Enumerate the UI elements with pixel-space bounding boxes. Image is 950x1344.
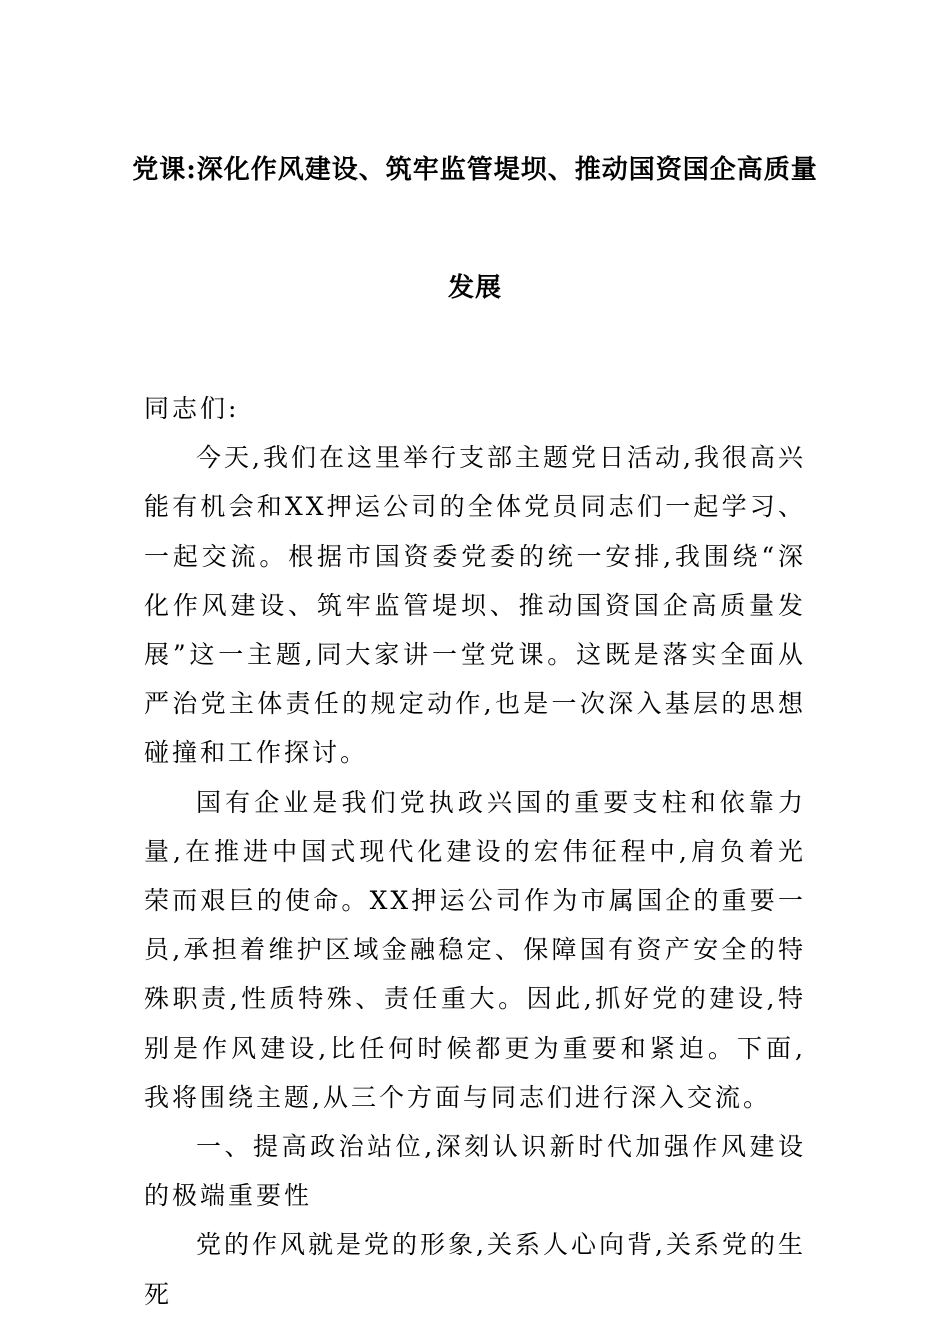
document-body <box>144 384 806 1319</box>
paragraph-intro: 今天,我们在这里举行支部主题党日活动,我很高兴能有机会和XX押运公司的全体党员同志们一起学习、一起交流。根据市国资委党委的统一安排,我围绕“深化作风建设、筑牢监管堤坝、推动国资国企高质量发展”这一主题,同大家讲一堂党课。这既是落实全面从严治党主体责任的规定动作,也是一次深入基层的思想碰撞和工作探讨。 <box>144 443 806 768</box>
salutation: 同志们: <box>144 394 240 423</box>
section-heading-1: 一、提高政治站位,深刻认识新时代加强作风建设的极端重要性 <box>144 1132 806 1211</box>
document-title-line-2: 发展 <box>447 273 502 303</box>
paragraph-section-1: 党的作风就是党的形象,关系人心向背,关系党的生死 <box>144 1230 806 1309</box>
document-title-line-1: 党课:深化作风建设、筑牢监管堤坝、推动国资国企高质量 <box>132 155 818 185</box>
paragraph-context: 国有企业是我们党执政兴国的重要支柱和依靠力量,在推进中国式现代化建设的宏伟征程中,肩负着光荣而艰巨的使命。XX押运公司作为市属国企的重要一员,承担着维护区域金融稳定、保障国有资产安全的特殊职责,性质特殊、责任重大。因此,抓好党的建设,特别是作风建设,比任何时候都更为重要和紧迫。下面,我将围绕主题,从三个方面与同志们进行深入交流。 <box>144 787 806 1112</box>
